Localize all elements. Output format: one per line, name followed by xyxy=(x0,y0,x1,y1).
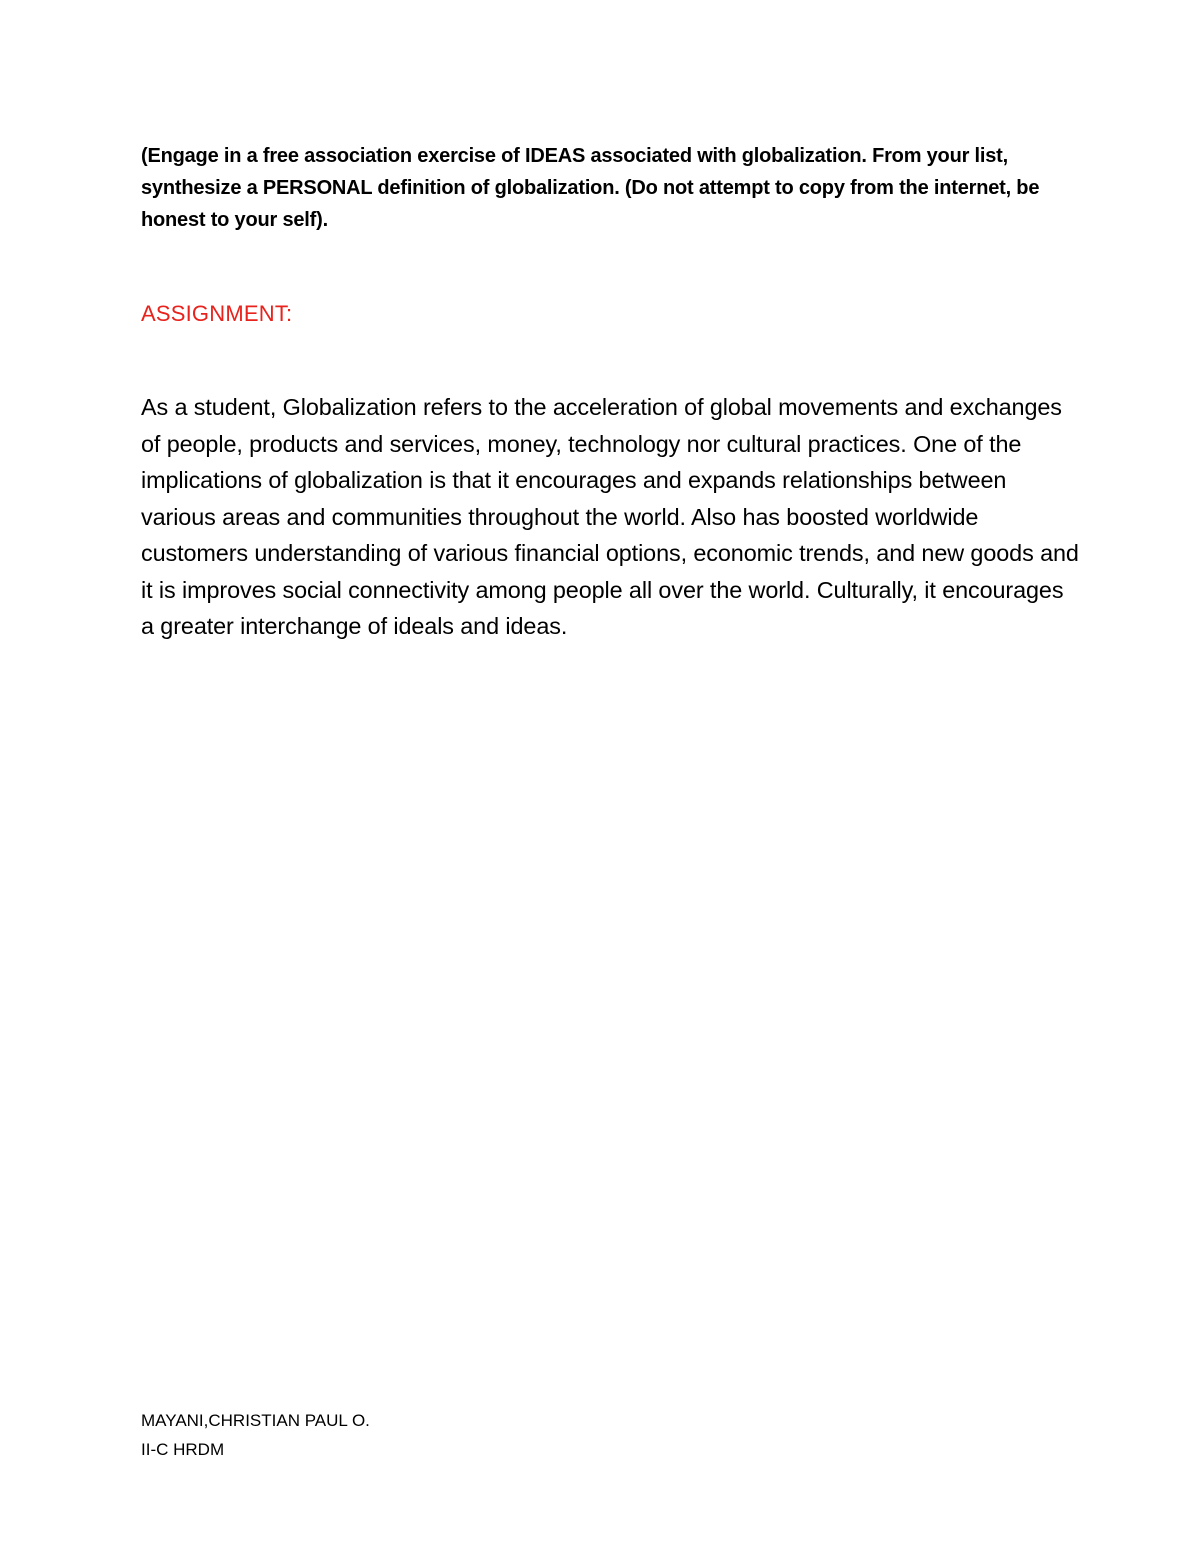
author-footer xyxy=(141,1406,370,1464)
assignment-paragraph: As a student, Globalization refers to the acceleration of global movements and exchanges of people, products and services, money, technology nor cultural practices. One of the implications of globalization is that it encourages and expands relationships between various areas and communities throughout the world. Also has boosted worldwide customers understanding of various financial options, economic trends, and new goods and it is improves social connectivity among people all over the world. Culturally, it encourages a greater interchange of ideals and ideas. xyxy=(141,394,1079,639)
author-section: II-C HRDM xyxy=(141,1440,225,1459)
author-name: MAYANI,CHRISTIAN PAUL O. xyxy=(141,1411,370,1430)
instructions-text: (Engage in a free association exercise of IDEAS associated with globalization. From your list, synthesize a PERSONAL definition of globalization. (Do not attempt to copy from the internet, be honest to your self). xyxy=(141,145,1040,231)
assignment-heading: ASSIGNMENT: xyxy=(141,301,293,326)
assignment-body xyxy=(141,389,1081,645)
